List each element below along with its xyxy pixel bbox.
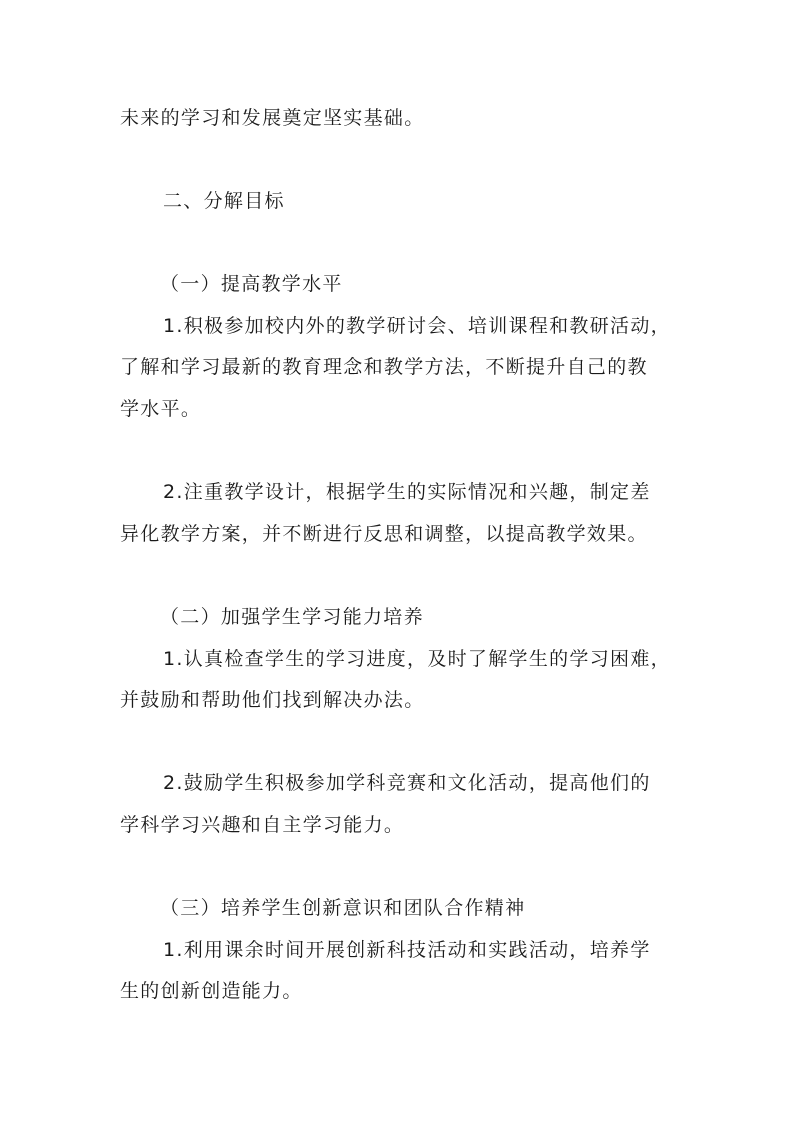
paragraph-line: 未来的学习和发展奠定坚实基础。 [120, 107, 425, 129]
paragraph-line: 学水平。 [120, 398, 202, 420]
paragraph-line: 1.认真检查学生的学习进度，及时了解学生的学习困难， [163, 648, 671, 670]
paragraph-line: 2.鼓励学生积极参加学科竞赛和文化活动，提高他们的 [163, 772, 651, 794]
paragraph-line: 生的创新创造能力。 [120, 980, 303, 1002]
subsection-heading: （二）加强学生学习能力培养 [160, 606, 424, 628]
paragraph-line: 并鼓励和帮助他们找到解决办法。 [120, 689, 425, 711]
paragraph-line: 学科学习兴趣和自主学习能力。 [120, 814, 405, 836]
paragraph-line: 1.利用课余时间开展创新科技活动和实践活动，培养学 [163, 939, 651, 961]
subsection-heading: （一）提高教学水平 [160, 273, 343, 295]
paragraph-line: 了解和学习最新的教育理念和教学方法，不断提升自己的教 [120, 356, 648, 378]
paragraph-line: 异化教学方案，并不断进行反思和调整，以提高教学效果。 [120, 523, 648, 545]
section-heading: 二、分解目标 [163, 190, 285, 212]
paragraph-line: 2.注重教学设计，根据学生的实际情况和兴趣，制定差 [163, 481, 651, 503]
paragraph-line: 1.积极参加校内外的教学研讨会、培训课程和教研活动， [163, 315, 671, 337]
subsection-heading: （三）培养学生创新意识和团队合作精神 [160, 897, 526, 919]
